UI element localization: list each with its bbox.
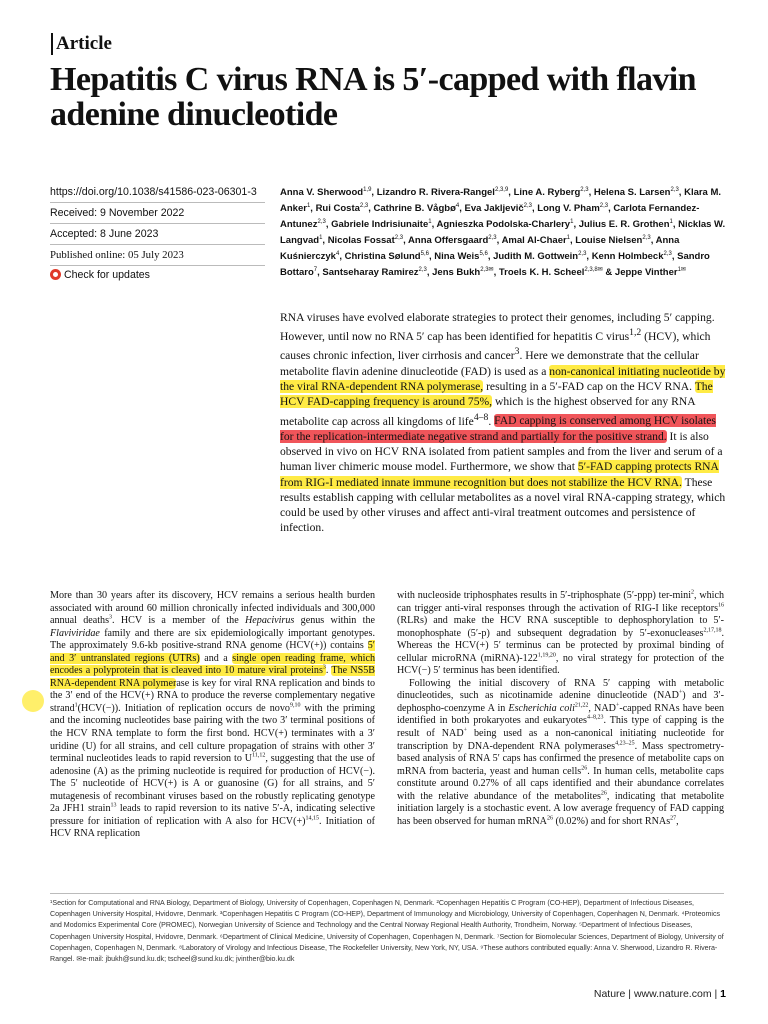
- citation[interactable]: 9,10: [289, 702, 301, 709]
- abstract-text: These results establish capping with cellular metabolites as a novel viral RNA-capping strategy, which could be used by other viruses and affect anti-viral treatment outcomes and persistence of infection.: [280, 475, 726, 535]
- author-affiliation: 2,3: [642, 234, 651, 241]
- author-affiliation: 2,3✉: [480, 266, 494, 273]
- author-affiliation: 2,3: [488, 234, 497, 241]
- author-name[interactable]: Judith M. Gottwein: [493, 250, 579, 262]
- page-footer: [594, 988, 726, 1000]
- author-name[interactable]: Gabriele Indrisiunaite: [331, 219, 429, 231]
- author-name[interactable]: Sandro Bottaro: [280, 250, 710, 278]
- author-name[interactable]: & Jeppe Vinther: [605, 266, 678, 278]
- article-type-label: Article: [56, 33, 112, 54]
- abstract-text: It is also observed in vivo on HCV RNA isolated from patient samples and from the liver and serum of a human liver chimeric mouse model. Furthermore, we show that: [280, 429, 723, 474]
- check-updates-button[interactable]: [50, 269, 265, 281]
- highlight-yellow: non-canonical initiating nucleotide by the viral RNA-dependent RNA polymerase,: [280, 364, 726, 393]
- article-title: Hepatitis C virus RNA is 5′-capped with flavin adenine dinucleotide: [50, 61, 696, 133]
- author-affiliation: 4: [455, 202, 460, 209]
- body-paragraph: More than 30 years after its discovery, HCV remains a serious health burden associated with around 60 million chronically infected individuals and 300,000 annual deaths$^3$. HCV is a member of the Hepacivirus genus within the Flaviviridae family and there are six epidemiologically important genotypes. The approximately 9.6-kb positive-strand RNA genome (HCV(+)) contains 5′ and 3′ untranslated regions (UTRs) and a single open reading frame, which encodes a polyprotein that is cleaved into 10 mature viral proteins$^3$. The NS5B RNA-dependent RNA polymerase is key for viral RNA replication and binds to the 3′ end of the HCV(+) RNA to produce the reverse complementary negative strand$^1$(HCV(−)). Initiation of replication occurs de novo$^{9,10}$ with the priming and the incoming nucleotides base pairing with the two 3′ terminal positions of the HCV RNA template to form the first bond. HCV(+) terminates with a 3′ uridine (U) for all strains, and cell culture propagation of strains with other 3′ terminal nucleotides leads to rapid reversion to U$^{11,12}$, suggesting that the use of adenosine (A) as the priming nucleotide is required for production of HCV(−). The 5′ nucleotide of HCV(+) is A or guanosine (G) for all strains, and 5′ mutagenesis of recombinant viruses based on the robustly replicating genotype 2a JFH1 strain$^{13}$ leads to rapid reversion to its native 5′-A, indicating selective pressure for initiation of replication with A also for $HCV(+)^{14,15}$. Initiation of HCV RNA replication: [50, 590, 376, 840]
- author-affiliation: 1: [306, 202, 311, 209]
- author-affiliation: 2,3,8✉: [584, 266, 603, 273]
- footnote-divider: [50, 893, 724, 894]
- author-name[interactable]: Klara M. Anker: [280, 187, 722, 215]
- author-affiliation: 4: [335, 250, 340, 257]
- abstract-text: (HCV), which causes chronic infection, liver cirrhosis and cancer: [280, 330, 711, 363]
- author-affiliation: 1,9: [363, 187, 372, 193]
- citation[interactable]: 26: [581, 765, 588, 772]
- citation[interactable]: 4–8,23: [586, 715, 604, 722]
- abstract-text: resulting in a 5′-FAD cap on the HCV RNA.: [483, 379, 695, 393]
- author-name[interactable]: Kenn Holmbeck: [591, 250, 664, 262]
- author-name[interactable]: Louise Nielsen: [575, 235, 643, 247]
- author-affiliation: 7: [313, 266, 318, 273]
- body-paragraph: with nucleoside triphosphates results in 5′-triphosphate (5′-ppp) ter-mini$^2$, which can trigger anti-viral responses through the activation of RIG-I like receptors$^{16}$ (RLRs) and make the HCV RNA susceptible to dephosphorylation to 5′-monophosphate (5′-p) and subsequent degradation by 5′-exonucleases$^{2,17,18}$. Whereas the HCV(+) 5′ terminus can be protected by proximal binding of cellular microRNA (miRNA)-122$^{1,19,20}$, no viral strategy for protection of the HCV(−) 5′ terminus has been identified.: [397, 589, 724, 677]
- article-rule: [51, 33, 53, 55]
- author-affiliation: 2,3: [663, 250, 672, 257]
- author-affiliation: 1: [570, 218, 574, 225]
- author-affiliation: 2,3: [670, 187, 679, 193]
- citation[interactable]: 2,17,18: [703, 627, 722, 634]
- author-name[interactable]: Nicklas W. Langvad: [280, 219, 726, 247]
- author-name[interactable]: Amal Al-Chaer: [501, 235, 567, 247]
- citation[interactable]: 4–8: [473, 411, 489, 423]
- citation[interactable]: 21,22: [574, 702, 589, 709]
- body-column-left: [50, 590, 375, 841]
- author-name[interactable]: Helena S. Larsen: [593, 187, 671, 199]
- citation[interactable]: 11,12: [252, 752, 266, 759]
- author-affiliation: 2,3: [418, 266, 427, 273]
- highlight-yellow: 5′-FAD capping protects RNA from RIG-I mediated innate immune recognition but does not stabilize the HCV RNA.: [280, 460, 719, 489]
- highlight-yellow: single open reading frame, which encodes a polyprotein that is cleaved into 10 mature viral proteins$^3$: [50, 652, 376, 677]
- abstract-text: . Here we demonstrate that the cellular metabolite flavin adenine dinucleotide (FAD) is used as a: [280, 349, 699, 378]
- citation[interactable]: 1,2: [629, 327, 642, 339]
- author-name[interactable]: Cathrine B. Vågbø: [373, 203, 456, 215]
- author-name[interactable]: Christina Sølund: [344, 250, 421, 262]
- highlight-red: FAD capping is conserved among HCV isolates for the replication-intermediate negative strand and partially for the positive strand.: [280, 414, 716, 443]
- body-paragraph: Following the initial discovery of RNA 5′ capping with metabolic dinucleotides, such as nicotinamide adenine dinucleotide (NAD+) and 3′-dephospho-coenzyme A in Escherichia coli$^{21,22}$, NAD+-capped RNAs have been identified in both prokaryotes and eukaryotes$^{4-8,23}$. This type of capping is the result of NAD+ being used as a non-canonical initiating nucleotide for transcription by DNA-dependent RNA polymerases$^{4,23-25}$. Mass spectrometry-based analysis of RNA 5′ caps has confirmed the presence of metabolite caps on mRNA from bacteria, yeast and human cells$^{26}$. In human cells, metabolite caps constitute around 0.27% of all caps identified and their abundance correlates with the relative abundance of the metabolites$^{26}$, indicating that metabolite initiation largely is a stochastic event. A low average frequency of FAD capping has been observed for human mRNA$^{26}$ (0.02%) and for short RNAs$^{27}$,: [397, 677, 725, 827]
- citation[interactable]: 27: [670, 815, 677, 822]
- highlight-yellow: The NS5B RNA-dependent RNA polymer: [50, 665, 375, 689]
- author-name[interactable]: Nicolas Fossat: [327, 235, 395, 247]
- citation[interactable]: 13: [110, 802, 117, 809]
- meta-divider: [50, 265, 265, 266]
- check-updates-icon: [50, 269, 61, 280]
- meta-divider: [50, 223, 265, 224]
- abstract-text: RNA viruses have evolved elaborate strategies to protect their genomes, including 5′ capping. However, until now no RNA 5′ cap has been identified for hepatitis C virus: [280, 311, 715, 344]
- author-affiliation: 2,3,9: [494, 187, 509, 193]
- journal-website-link[interactable]: www.nature.com: [633, 988, 712, 1000]
- citation[interactable]: 26: [600, 790, 607, 797]
- citation[interactable]: 3: [514, 346, 520, 358]
- author-affiliation: 1: [428, 218, 432, 225]
- author-affiliation: 1: [566, 234, 571, 241]
- abstract-text: .: [488, 414, 495, 428]
- author-name[interactable]: Rui Costa: [315, 203, 360, 215]
- highlight-yellow: The HCV FAD-capping frequency is around 75%,: [280, 379, 713, 409]
- footer-separator: |: [628, 988, 632, 1000]
- journal-name: Nature: [593, 988, 626, 1000]
- author-name[interactable]: Julius E. R. Grothen: [578, 219, 670, 231]
- author-affiliation: 5,6: [479, 250, 488, 257]
- author-name[interactable]: Anna Kuśnierczyk: [280, 235, 680, 262]
- abstract-text: which is the highest observed for any RNA metabolite cap across all kingdoms of life: [280, 395, 695, 428]
- author-list: Anna V. Sherwood$^{1,9}$, Lizandro R. Rivera-Rangel$^{2,3,9}$, Line A. Ryberg$^{2,3}$, Helena S. Larsen$^{2,3}$, Klara M. Anker$^1$, Rui Costa$^{2,3}$, Cathrine B. Vågbø$^4$, Eva Jakljevič$^{2,3}$, Long V. Pham$^{2,3}$, Carlota Fernandez-Antunez$^{2,3}$, Gabriele Indrisiunaite$^1$, Agnieszka Podolska-Charlery$^1$, Julius E. R. Grothen$^1$, Nicklas W. Langvad$^1$, Nicolas Fossat$^{2,3}$, Anna Offersgaard$^{2,3}$, Amal Al-Chaer$^1$, Louise Nielsen$^{2,3}$, Anna Kuśnierczyk$^4$, Christina Sølund$^{5,6}$, Nina Weis$^{5,6}$, Judith M. Gottwein$^{2,3}$, Kenn Holmbeck$^{2,3}$, Sandro Bottaro$^7$, Santseharay Ramirez$^{2,3}$, Jens Bukh$^{2,3✉}$, Troels K. H. Scheel$^{2,3,8✉}$ & Jeppe Vinther$^{1✉}$: [280, 187, 726, 278]
- annotation-marker[interactable]: [22, 690, 44, 712]
- author-affiliation: 1✉: [677, 266, 686, 273]
- citation[interactable]: 3: [109, 614, 113, 621]
- author-affiliation: 2,3: [359, 202, 369, 209]
- body-column-right: [397, 590, 724, 828]
- author-affiliation: 1: [669, 218, 673, 225]
- doi-link[interactable]: https://doi.org/10.1038/s41586-023-06301-3: [50, 186, 257, 198]
- author-name[interactable]: Jens Bukh: [432, 266, 481, 278]
- meta-divider: [50, 202, 265, 203]
- author-name[interactable]: Troels K. H. Scheel: [498, 266, 585, 278]
- author-name[interactable]: Carlota Fernandez-Antunez: [280, 203, 700, 231]
- author-name[interactable]: Nina Weis: [434, 250, 480, 262]
- author-name[interactable]: Line A. Ryberg: [513, 187, 581, 199]
- affiliations-footnote: ¹Section for Computational and RNA Biology, Department of Biology, University of Copenhagen, Copenhagen N, Denmark. ²Copenhagen Hepatitis C Program (CO-HEP), Department of Infectious Diseases, Copenhagen University Hospital, Hvidovre, Denmark. ³Copenhagen Hepatitis C Program (CO-HEP), Department of Immunology and Microbiology, University of Copenhagen, Copenhagen N, Denmark. ⁴Proteomics and Modomics Experimental Core (PROMEC), Norwegian University of Science and Technology and the Central Norway Regional Health Authority, Trondheim, Norway. ⁵Department of Infectious Diseases, Copenhagen University Hospital, Hvidovre, Denmark. ⁶Department of Clinical Medicine, University of Copenhagen, Copenhagen N, Denmark. ⁷Section for Biomolecular Sciences, Department of Biology, University of Copenhagen, Copenhagen N, Denmark. ⁸Laboratory of Virology and Infectious Disease, The Rockefeller University, New York, NY, USA. ⁹These authors contributed equally: Anna V. Sherwood, Lizandro R. Rivera-Rangel. ✉e-mail: jbukh@sund.ku.dk; tscheel@sund.ku.dk; jvinther@bio.ku.dk: [50, 899, 724, 964]
- author-name[interactable]: Eva Jakljevič: [464, 203, 524, 215]
- author-affiliation: 2,3: [317, 218, 326, 225]
- author-affiliation: 2,3: [578, 250, 587, 257]
- author-name[interactable]: Santseharay Ramirez: [322, 266, 419, 278]
- footer-separator: |: [714, 988, 718, 1000]
- author-affiliation: 2,3: [580, 187, 589, 193]
- citation[interactable]: 2: [691, 589, 695, 596]
- author-name[interactable]: Agnieszka Podolska-Charlery: [436, 219, 571, 231]
- citation[interactable]: 14,15: [305, 815, 320, 822]
- citation[interactable]: 1,19,20: [537, 652, 556, 659]
- meta-divider: [50, 244, 265, 245]
- published-date: Published online: 05 July 2023: [50, 249, 184, 261]
- author-affiliation: 2,3: [394, 234, 404, 241]
- author-affiliation: 1: [319, 234, 323, 241]
- author-name[interactable]: Anna Offersgaard: [408, 235, 489, 247]
- accepted-date: Accepted: 8 June 2023: [50, 228, 159, 240]
- page-number: 1: [720, 988, 726, 1000]
- abstract: [280, 310, 732, 536]
- highlight-yellow: 5′ and 3′ untranslated regions (UTRs): [50, 640, 375, 664]
- author-name[interactable]: Lizandro R. Rivera-Rangel: [376, 187, 495, 199]
- author-name[interactable]: Anna V. Sherwood: [280, 187, 364, 199]
- author-affiliation: 2,3: [599, 202, 609, 209]
- received-date: Received: 9 November 2022: [50, 207, 185, 219]
- citation[interactable]: 4,23–25: [615, 740, 635, 747]
- author-affiliation: 2,3: [523, 202, 533, 209]
- citation[interactable]: 16: [718, 602, 724, 609]
- author-name[interactable]: Long V. Pham: [537, 203, 600, 215]
- citation[interactable]: 26: [546, 815, 553, 822]
- citation[interactable]: 1: [74, 702, 78, 709]
- author-affiliation: 5,6: [420, 250, 429, 257]
- check-updates-label: Check for updates: [64, 269, 150, 281]
